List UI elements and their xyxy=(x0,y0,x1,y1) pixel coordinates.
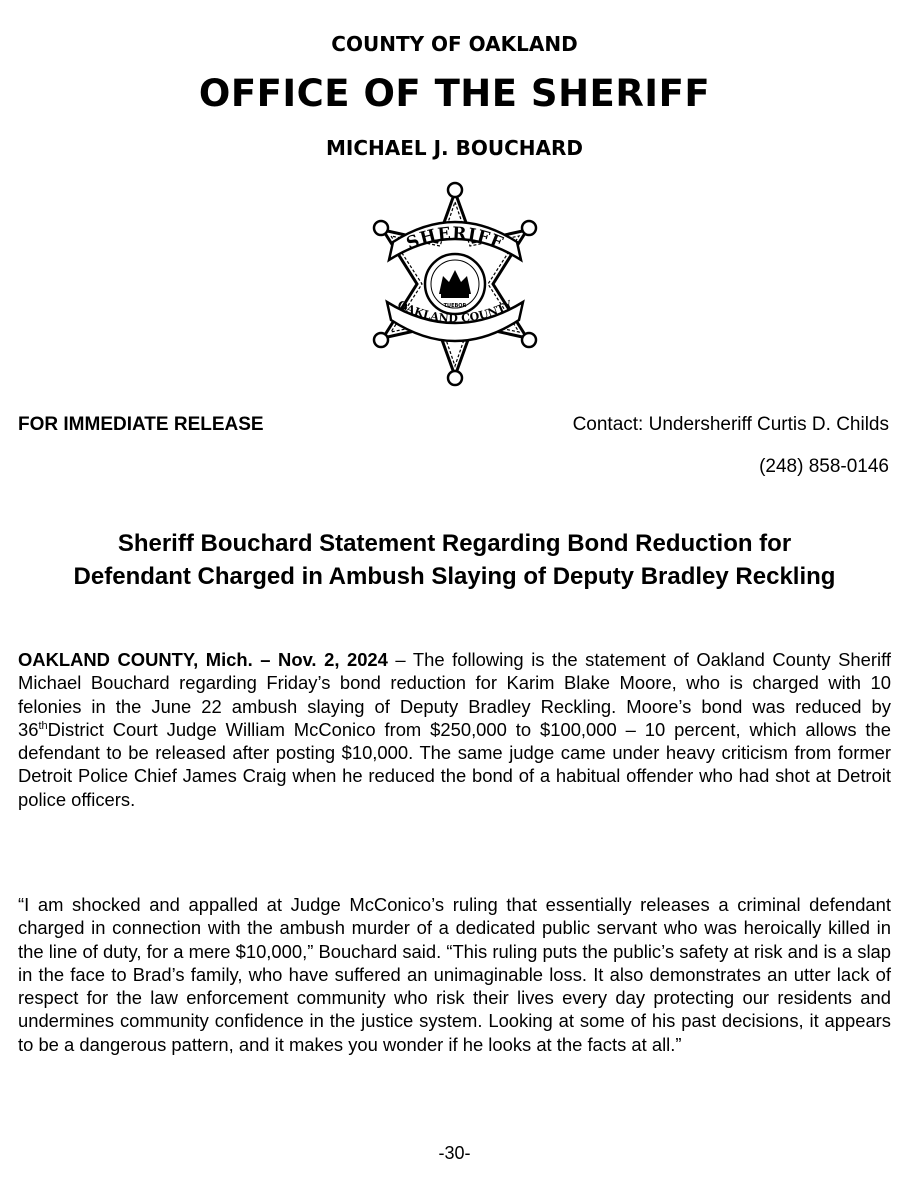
end-mark: -30- xyxy=(438,1143,471,1163)
office-title: OFFICE OF THE SHERIFF xyxy=(198,72,711,115)
contact-name: Contact: Undersheriff Curtis D. Childs xyxy=(572,414,889,435)
badge-banner-top: SHERIFF xyxy=(403,223,507,255)
badge-banner-bottom: OAKLAND COUNTY xyxy=(395,298,515,326)
sheriff-star-badge-icon xyxy=(359,178,551,390)
ordinal-suffix: th xyxy=(38,719,48,732)
para1-text-b: District Court Judge William McConico from $250,000 to $100,000 – 10 percent, which allows the defendant to be released after posting $10,000. The same judge came under heavy criticism from former Detroit Police Chief James Craig when he reduced the bond of a habitual offender who had shot at Detroit police officers. xyxy=(18,718,891,810)
county-title: COUNTY OF OAKLAND xyxy=(331,32,578,56)
body-paragraph-1 xyxy=(18,648,891,811)
para1-text-a: – The following is the statement of Oakland County Sheriff Michael Bouchard regarding Friday’s bond reduction for Karim Blake Moore, who is charged with 10 felonies in the June 22 ambush slaying of Deputy Bradley Reckling. Moore’s bond was reduced by 36 xyxy=(18,649,891,740)
headline-line-1: Sheriff Bouchard Statement Regarding Bond Reduction for xyxy=(117,530,792,557)
dateline: OAKLAND COUNTY, Mich. – Nov. 2, 2024 xyxy=(18,649,388,670)
release-label: FOR IMMEDIATE RELEASE xyxy=(18,414,264,435)
sheriff-name: MICHAEL J. BOUCHARD xyxy=(326,136,583,160)
press-release-headline xyxy=(0,527,909,593)
contact-phone: (248) 858-0146 xyxy=(759,456,889,477)
badge-motto: TUEBOR xyxy=(443,303,467,309)
body-paragraph-2-quote: “I am shocked and appalled at Judge McConico’s ruling that essentially releases a criminal defendant charged in connection with the ambush murder of a dedicated public servant who was heroically killed in the line of duty, for a mere $10,000,” Bouchard said. “This ruling puts the public’s safety at risk and is a slap in the face to Brad’s family, who have suffered an unimaginable loss. It also demonstrates an utter lack of respect for the law enforcement community who risk their lives every day protecting our residents and undermines community confidence in the justice system. Looking at some of his past decisions, it appears to be a dangerous pattern, and it makes you wonder if he looks at the facts at all.” xyxy=(18,894,891,1055)
headline-line-2: Defendant Charged in Ambush Slaying of Deputy Bradley Reckling xyxy=(73,563,836,590)
